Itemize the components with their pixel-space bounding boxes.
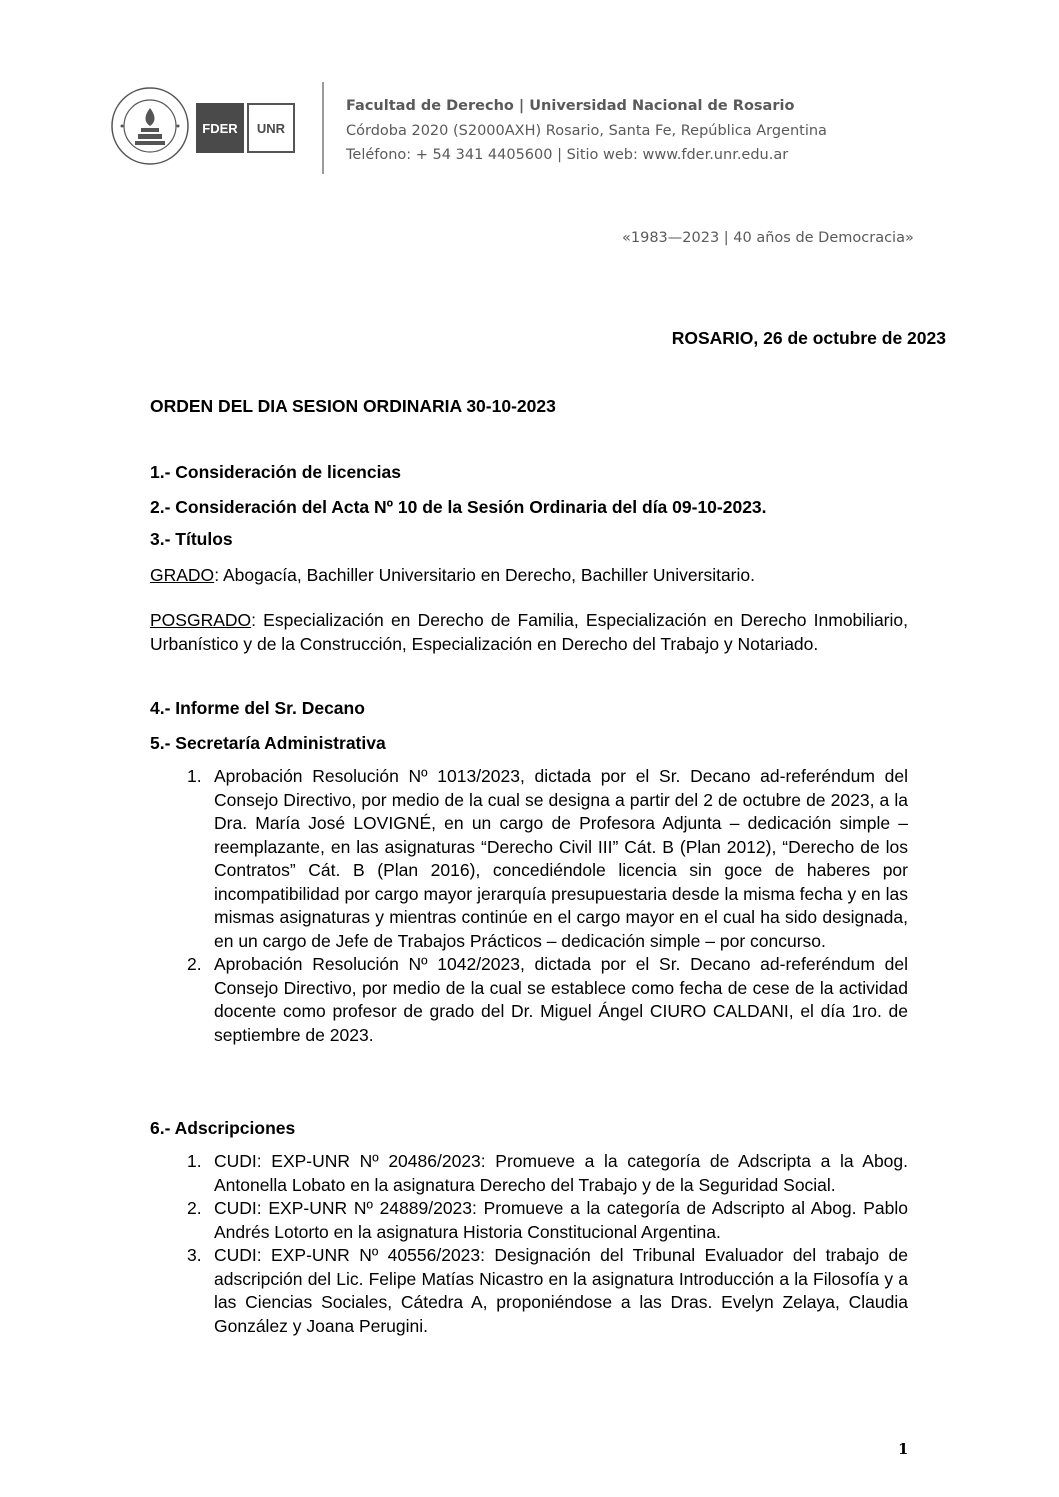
grado-paragraph (150, 564, 908, 588)
list-item-number: 1. (187, 766, 202, 786)
list-item (150, 765, 908, 953)
item-2-heading: 2.- Consideración del Acta Nº 10 de la Sesión Ordinaria del día 09-10-2023. (150, 497, 767, 517)
list-item (150, 1150, 908, 1197)
grado-text: : Abogacía, Bachiller Universitario en Derecho, Bachiller Universitario. (214, 565, 755, 585)
posgrado-text: : Especialización en Derecho de Familia, Especialización en Derecho Inmobiliario, Urbanístico y de la Construcción, Especialización en Derecho del Trabajo y Notariado. (150, 610, 908, 654)
section-6-list (150, 1150, 908, 1338)
letterhead-divider (322, 82, 324, 174)
list-item-number: 2. (187, 954, 202, 974)
list-item-text: CUDI: EXP-UNR Nº 40556/2023: Designación del Tribunal Evaluador del trabajo de adscripción del Lic. Felipe Matías Nicastro en la asignatura Introducción a la Filosofía y a las Ciencias Sociales, Cátedra A, proponiéndose a las Dras. Evelyn Zelaya, Claudia González y Joana Perugini. (214, 1245, 908, 1336)
item-6-heading: 6.- Adscripciones (150, 1118, 296, 1138)
list-item (150, 1244, 908, 1338)
item-3-heading: 3.- Títulos (150, 529, 233, 549)
section-5-list (150, 765, 908, 1047)
institution-address: Córdoba 2020 (S2000AXH) Rosario, Santa Fe, República Argentina (346, 122, 827, 139)
document-date: ROSARIO, 26 de octubre de 2023 (671, 328, 946, 348)
institution-name: Facultad de Derecho | Universidad Nacional de Rosario (346, 98, 795, 114)
list-item-text: Aprobación Resolución Nº 1013/2023, dictada por el Sr. Decano ad-referéndum del Consejo Directivo, por medio de la cual se designa a partir del 2 de octubre de 2023, a la Dra. María José LOVIGNÉ, en un cargo de Profesora Adjunta – dedicación simple – reemplazante, en las asignaturas “Derecho Civil III” Cát. B (Plan 2012), “Derecho de los Contratos” Cát. B (Plan 2016), concediéndole licencia sin goce de haberes por incompatibilidad por cargo mayor jerarquía presupuestaria desde la misma fecha y en las mismas asignaturas y mientras continúe en el cargo mayor en el cual ha sido designada, en un cargo de Jefe de Trabajos Prácticos – dedicación simple – por concurso. (214, 766, 908, 951)
grado-label: GRADO (150, 565, 215, 585)
fder-logo: FDER (196, 103, 244, 153)
item-4-heading: 4.- Informe del Sr. Decano (150, 698, 365, 718)
item-5-heading: 5.- Secretaría Administrativa (150, 733, 386, 753)
letterhead (0, 0, 1059, 260)
posgrado-label: POSGRADO (150, 610, 252, 630)
list-item-number: 3. (187, 1245, 202, 1265)
unr-logo: UNR (247, 103, 295, 153)
institution-info (346, 94, 827, 168)
list-item-text: CUDI: EXP-UNR Nº 24889/2023: Promueve a la categoría de Adscripto al Abog. Pablo Andrés Lotorto en la asignatura Historia Constitucional Argentina. (214, 1198, 908, 1242)
document-title: ORDEN DEL DIA SESION ORDINARIA 30-10-2023 (150, 396, 556, 416)
motto: «1983—2023 | 40 años de Democracia» (622, 230, 914, 246)
list-item-text: Aprobación Resolución Nº 1042/2023, dictada por el Sr. Decano ad-referéndum del Consejo Directivo, por medio de la cual se establece como fecha de cese de la actividad docente como profesor de grado del Dr. Miguel Ángel CIURO CALDANI, el día 1ro. de septiembre de 2023. (214, 954, 908, 1045)
item-1-heading: 1.- Consideración de licencias (150, 462, 401, 482)
page-number: 1 (898, 1440, 909, 1458)
university-seal-icon (110, 86, 190, 166)
list-item-number: 2. (187, 1198, 202, 1218)
institution-contact: Teléfono: + 54 341 4405600 | Sitio web: www.fder.unr.edu.ar (346, 147, 789, 163)
list-item (150, 953, 908, 1047)
posgrado-paragraph (150, 609, 908, 656)
list-item-number: 1. (187, 1151, 202, 1171)
list-item (150, 1197, 908, 1244)
list-item-text: CUDI: EXP-UNR Nº 20486/2023: Promueve a la categoría de Adscripta a la Abog. Antonella Lobato en la asignatura Derecho del Trabajo y de la Seguridad Social. (214, 1151, 908, 1195)
